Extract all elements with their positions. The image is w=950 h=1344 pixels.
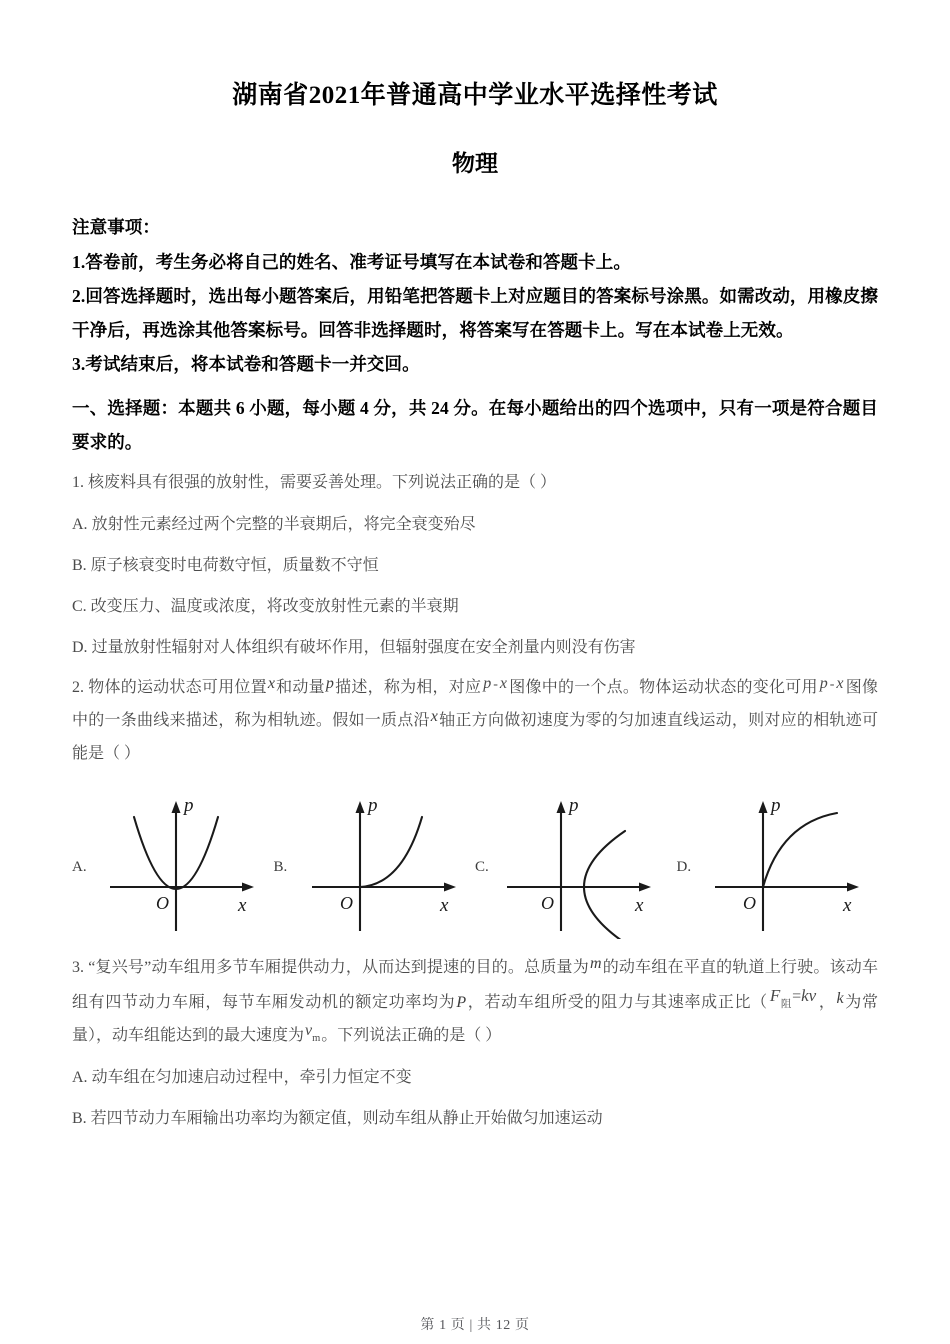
notice-item-2: 2.回答选择题时，选出每小题答案后，用铅笔把答题卡上对应题目的答案标号涂黑。如需改动，用橡皮擦干净后，再选涂其他答案标号。回答非选择题时，将答案写在答题卡上。写在本试卷上无效。 [72, 285, 878, 340]
q2-text-2: 和动量 [275, 679, 325, 697]
notice-item-1: 1.答卷前，考生务必将自己的姓名、准考证号填写在本试卷和答题卡上。 [72, 251, 631, 272]
question-2-number: 2. [72, 679, 84, 697]
question-1-stem [72, 467, 878, 500]
question-2-option-b[interactable] [274, 784, 476, 944]
notices-heading: 注意事项： [72, 217, 160, 238]
math-var-x: x [836, 675, 844, 693]
axis-label-x: x [842, 895, 851, 917]
q2-text-6: 轴正方向做初速度为零的匀加速直线运动，则对应的相轨迹可能是（ ） [72, 711, 878, 762]
q3-text-6: 。下列说法正确的是（ ） [321, 1027, 502, 1045]
axis-label-p: p [569, 795, 579, 817]
math-dash: - [493, 677, 498, 693]
option-label: B. [72, 1109, 87, 1127]
question-1-text: 核废料具有很强的放射性，需要妥善处理。下列说法正确的是（ ） [88, 474, 557, 492]
option-text: 过量放射性辐射对人体组织有破坏作用，但辐射强度在安全剂量内则没有伤害 [91, 639, 636, 657]
question-2-option-d[interactable] [677, 784, 879, 944]
math-px-notation [481, 675, 509, 692]
axis-label-p: p [367, 795, 377, 817]
axis-label-p: p [184, 795, 194, 817]
axis-label-x: x [238, 895, 247, 917]
origin-label-O: O [156, 893, 169, 914]
formula-resistance [768, 986, 818, 1011]
math-var-v: v [305, 1022, 313, 1040]
question-1-option-c[interactable] [72, 591, 878, 623]
q2-text-1: 物体的运动状态可用位置 [88, 679, 267, 697]
math-subscript-m: m [312, 1033, 321, 1045]
axis-label-x: x [635, 895, 644, 917]
option-text: 动车组在匀加速启动过程中，牵引力恒定不变 [91, 1068, 412, 1086]
question-2-stem [72, 672, 878, 770]
question-1-option-a[interactable] [72, 509, 878, 541]
option-label: C. [72, 598, 87, 616]
graph-upward-parabola [96, 789, 268, 939]
option-label: D. [676, 858, 692, 875]
graph-rightward-parabola [499, 789, 671, 939]
math-var-x: x [267, 675, 275, 693]
subject-title: 物理 [452, 150, 498, 176]
graph-rising-convex [298, 789, 470, 939]
option-label: B. [273, 858, 288, 875]
page-footer: 第 1 页 | 共 12 页 [420, 1318, 530, 1333]
math-var-x: x [430, 707, 438, 725]
math-subscript-zu: 阻 [780, 999, 793, 1011]
option-label: A. [72, 516, 88, 534]
option-text: 原子核衰变时电荷数守恒，质量数不守恒 [90, 557, 379, 575]
question-2-option-c[interactable] [475, 784, 677, 944]
math-var-vmax [304, 1022, 321, 1045]
q3-text-1: “复兴号”动车组用多节车厢提供动力，从而达到提速的目的。总质量为 [88, 959, 589, 977]
math-var-m: m [589, 955, 602, 973]
axis-label-p: p [770, 795, 780, 817]
origin-label-O: O [541, 893, 554, 914]
q3-text-3: ，若动车组所受的阻力与其速率成正比（ [467, 994, 768, 1012]
question-2-option-a[interactable] [72, 784, 274, 944]
question-2-graph-options [72, 784, 878, 944]
math-equals: = [792, 988, 802, 1006]
origin-label-O: O [742, 893, 756, 914]
q2-text-4: 图像中的一个点。物体运动状态的变化可用 [509, 679, 818, 697]
option-label: B. [72, 557, 87, 575]
notices-block [72, 210, 878, 381]
question-1-option-d[interactable] [72, 632, 878, 664]
math-var-p: p [819, 675, 828, 693]
option-label: A. [72, 1068, 88, 1086]
math-px-notation [818, 675, 846, 692]
q3-text-4: ， [818, 994, 836, 1012]
q2-text-3: 描述，称为相，对应 [334, 679, 482, 697]
notice-item-3: 3.考试结束后，将本试卷和答题卡一并交回。 [72, 353, 420, 374]
option-text: 若四节动力车厢输出功率均为额定值，则动车组从静止开始做匀加速运动 [90, 1109, 603, 1127]
math-var-P: P [456, 994, 467, 1012]
option-label: A. [72, 858, 87, 875]
q3-text-2: 的动车组在平直的轨道上行驶。该动车组有四节动力车厢，每节车厢发动机的额定功率均为 [72, 959, 878, 1012]
question-3-stem [72, 952, 878, 1052]
graph-sqrt-curve [701, 789, 873, 939]
question-1-number: 1. [72, 474, 84, 492]
math-var-k: k [836, 990, 844, 1008]
math-var-kv: kv [801, 986, 817, 1006]
question-3-number: 3. [72, 959, 84, 977]
axis-label-x: x [439, 895, 448, 917]
page-title: 湖南省2021年普通高中学业水平选择性考试 [232, 82, 718, 109]
option-label: D. [72, 639, 88, 657]
math-var-x: x [499, 675, 508, 693]
question-3-option-a[interactable] [72, 1062, 878, 1094]
option-text: 放射性元素经过两个完整的半衰期后，将完全衰变殆尽 [91, 516, 476, 534]
math-var-p: p [483, 675, 492, 693]
math-var-p: p [325, 675, 334, 693]
section-heading: 一、选择题：本题共 6 小题，每小题 4 分，共 24 分。在每小题给出的四个选项中，只有一项是符合题目要求的。 [72, 398, 878, 453]
math-var-F: F [769, 986, 781, 1006]
option-label: C. [475, 858, 489, 875]
q3-text-5: 为常量），动车组能达到的最大速度为 [72, 994, 878, 1045]
origin-label-O: O [339, 893, 353, 914]
question-3-option-b[interactable] [72, 1103, 878, 1135]
question-1-option-b[interactable] [72, 550, 878, 582]
math-dash: - [829, 677, 835, 693]
q2-text-5: 图像中的一条曲线来描述，称为相轨迹。假如一质点沿 [72, 679, 878, 729]
option-text: 改变压力、温度或浓度，将改变放射性元素的半衰期 [90, 598, 459, 616]
